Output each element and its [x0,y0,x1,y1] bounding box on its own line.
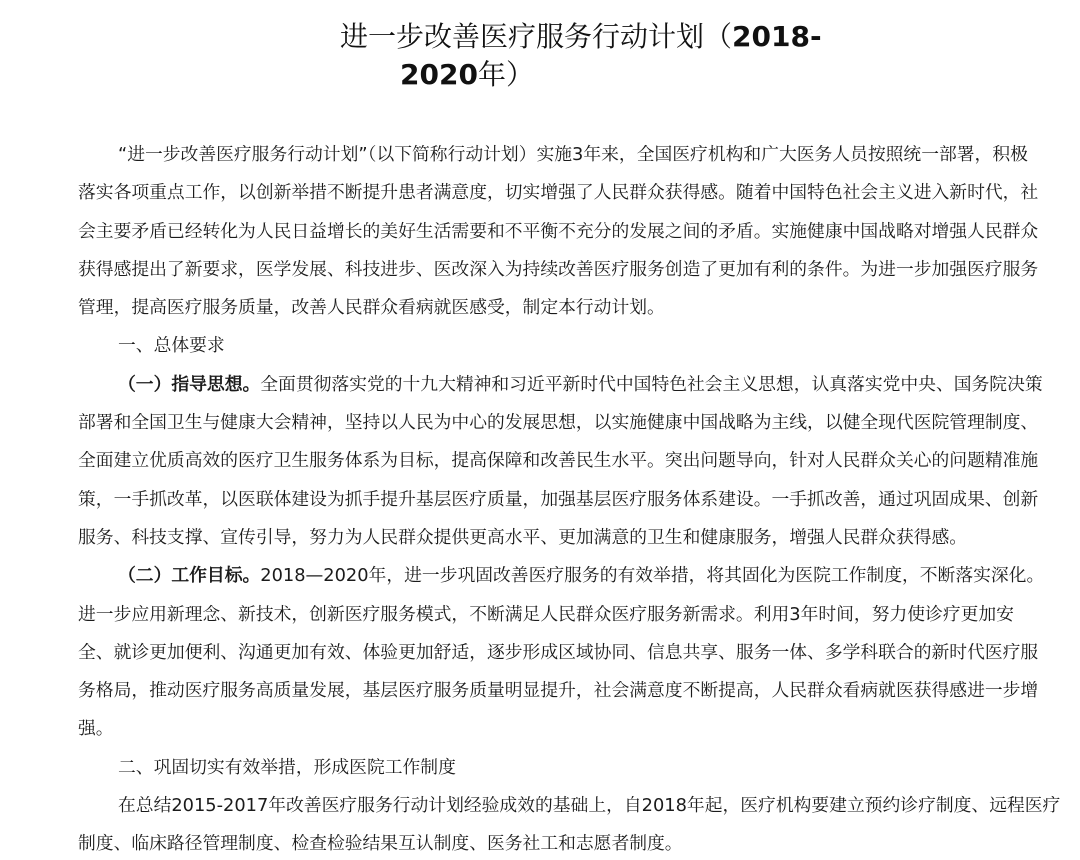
paragraph-line: 管理，提高医疗服务质量，改善人民群众看病就医感受，制定本行动计划。 [78,297,665,319]
paragraph-line: 会主要矛盾已经转化为人民日益增长的美好生活需要和不平衡不充分的发展之间的矛盾。实施健康中国战略对增强人民群众 [78,220,1039,242]
paragraph-text: 2018—2020年，进一步巩固改善医疗服务的有效举措，将其固化为医院工作制度，不断落实深化。 [260,565,1045,587]
title-text: 进一步改善医疗服务行动计划（ [340,20,733,53]
title-line-1 [0,18,1080,56]
paragraph-line: 强。 [78,718,114,740]
paragraph-lead: （二）工作目标。 [118,565,261,587]
paragraph-line: 服务、科技支撑、宣传引导，努力为人民群众提供更高水平、更加满意的卫生和健康服务，增强人民群众获得感。 [78,526,968,548]
paragraph-text: 全面贯彻落实党的十九大精神和习近平新时代中国特色社会主义思想，认真落实党中央、国务院决策 [260,373,1043,395]
paragraph-line: 全面建立优质高效的医疗卫生服务体系为目标，提高保障和改善民生水平。突出问题导向，针对人民群众关心的问题精准施 [78,450,1039,472]
paragraph-line: 进一步应用新理念、新技术，创新医疗服务模式，不断满足人民群众医疗服务新需求。利用3年时间，努力使诊疗更加安 [78,603,1014,625]
paragraph-line [78,373,1068,397]
paragraph-line: 策，一手抓改革，以医联体建设为抓手提升基层医疗质量，加强基层医疗服务体系建设。一手抓改善，通过巩固成果、创新 [78,488,1039,510]
section-2-heading-block [78,756,1068,780]
document-title [0,18,1080,94]
title-line-2 [0,56,1080,94]
work-goal-paragraph [78,564,1068,741]
paragraph-line: 务格局，推动医疗服务高质量发展，基层医疗服务质量明显提升，社会满意度不断提高，人民群众看病就医获得感进一步增 [78,680,1039,702]
intro-paragraph [78,143,1068,320]
paragraph-line: 制度、临床路径管理制度、检查检验结果互认制度、医务社工和志愿者制度。 [78,833,683,855]
guiding-thought-paragraph [78,373,1068,550]
section-2-paragraph [78,794,1068,856]
title-year-text: 2020 [400,58,478,91]
paragraph-lead: （一）指导思想。 [118,373,261,395]
title-text: 年） [477,58,534,91]
paragraph-line: 获得感提出了新要求，医学发展、科技进步、医改深入为持续改善医疗服务创造了更加有利的条件。为进一步加强医疗服务 [78,258,1039,280]
paragraph-line: 在总结2015-2017年改善医疗服务行动计划经验成效的基础上，自2018年起，医疗机构要建立预约诊疗制度、远程医疗 [118,795,1061,817]
paragraph-line: 全、就诊更加便利、沟通更加有效、体验更加舒适，逐步形成区域协同、信息共享、服务一体、多学科联合的新时代医疗服 [78,641,1039,663]
title-year-text: 2018- [732,20,822,53]
section-heading: 一、总体要求 [118,335,225,357]
paragraph-line: 落实各项重点工作，以创新举措不断提升患者满意度，切实增强了人民群众获得感。随着中国特色社会主义进入新时代，社 [78,182,1039,204]
section-1-heading-block [78,334,1068,358]
section-heading: 二、巩固切实有效举措，形成医院工作制度 [118,756,456,778]
document-body [78,143,1068,856]
paragraph-line [78,564,1068,588]
paragraph-line: “进一步改善医疗服务行动计划”（以下简称行动计划）实施3年来，全国医疗机构和广大医务人员按照统一部署，积极 [118,144,1028,165]
paragraph-line: 部署和全国卫生与健康大会精神，坚持以人民为中心的发展思想，以实施健康中国战略为主线，以健全现代医院管理制度、 [78,412,1039,434]
